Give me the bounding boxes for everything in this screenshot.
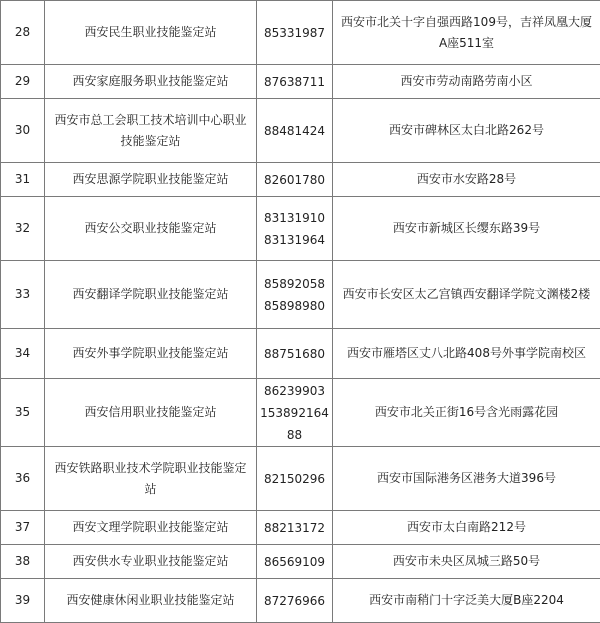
- station-address: 西安市未央区凤城三路50号: [333, 545, 600, 579]
- table-row: [1, 1, 600, 65]
- phone-number: 86569109: [257, 551, 332, 573]
- station-phone: [257, 197, 333, 261]
- station-phone: [257, 65, 333, 99]
- table-row: [1, 379, 600, 447]
- phone-number: 88751680: [257, 343, 332, 365]
- station-name: 西安思源学院职业技能鉴定站: [45, 163, 257, 197]
- station-address: 西安市北关正街16号含光雨露花园: [333, 379, 600, 447]
- row-number: 37: [1, 511, 45, 545]
- station-phone: [257, 261, 333, 329]
- station-phone: [257, 99, 333, 163]
- station-name: 西安铁路职业技术学院职业技能鉴定站: [45, 447, 257, 511]
- table-row: [1, 65, 600, 99]
- phone-number: 88481424: [257, 120, 332, 142]
- station-name: 西安外事学院职业技能鉴定站: [45, 329, 257, 379]
- station-phone: [257, 329, 333, 379]
- station-address: 西安市水安路28号: [333, 163, 600, 197]
- station-name: 西安民生职业技能鉴定站: [45, 1, 257, 65]
- phone-number: 15389216488: [257, 402, 332, 446]
- phone-number: 83131910: [257, 207, 332, 229]
- station-name: 西安文理学院职业技能鉴定站: [45, 511, 257, 545]
- phone-number: 82601780: [257, 169, 332, 191]
- row-number: 31: [1, 163, 45, 197]
- station-phone: [257, 163, 333, 197]
- station-address: 西安市南稍门十字泛美大厦B座2204: [333, 579, 600, 623]
- table-row: [1, 511, 600, 545]
- station-address: 西安市国际港务区港务大道396号: [333, 447, 600, 511]
- table-row: [1, 545, 600, 579]
- station-name: 西安公交职业技能鉴定站: [45, 197, 257, 261]
- phone-number: 83131964: [257, 229, 332, 251]
- station-name: 西安信用职业技能鉴定站: [45, 379, 257, 447]
- row-number: 36: [1, 447, 45, 511]
- station-address: 西安市北关十字自强西路109号，吉祥凤凰大厦A座511室: [333, 1, 600, 65]
- table-row: [1, 329, 600, 379]
- station-name: 西安健康休闲业职业技能鉴定站: [45, 579, 257, 623]
- station-address: 西安市劳动南路劳南小区: [333, 65, 600, 99]
- phone-number: 87276966: [257, 590, 332, 612]
- row-number: 30: [1, 99, 45, 163]
- row-number: 29: [1, 65, 45, 99]
- station-name: 西安翻译学院职业技能鉴定站: [45, 261, 257, 329]
- station-address: 西安市新城区长缨东路39号: [333, 197, 600, 261]
- table-row: [1, 579, 600, 623]
- station-name: 西安市总工会职工技术培训中心职业技能鉴定站: [45, 99, 257, 163]
- row-number: 33: [1, 261, 45, 329]
- row-number: 38: [1, 545, 45, 579]
- phone-number: 85898980: [257, 295, 332, 317]
- phone-number: 82150296: [257, 468, 332, 490]
- table-row: [1, 197, 600, 261]
- table-row: [1, 447, 600, 511]
- table-row: [1, 99, 600, 163]
- station-address: 西安市碑林区太白北路262号: [333, 99, 600, 163]
- station-phone: [257, 1, 333, 65]
- row-number: 34: [1, 329, 45, 379]
- station-address: 西安市太白南路212号: [333, 511, 600, 545]
- station-address: 西安市长安区太乙宫镇西安翻译学院文渊楼2楼: [333, 261, 600, 329]
- row-number: 39: [1, 579, 45, 623]
- station-address: 西安市雁塔区丈八北路408号外事学院南校区: [333, 329, 600, 379]
- station-phone: [257, 545, 333, 579]
- station-table-body: [1, 1, 600, 623]
- phone-number: 88213172: [257, 517, 332, 539]
- phone-number: 86239903: [257, 380, 332, 402]
- phone-number: 87638711: [257, 71, 332, 93]
- station-phone: [257, 511, 333, 545]
- row-number: 35: [1, 379, 45, 447]
- row-number: 28: [1, 1, 45, 65]
- station-phone: [257, 579, 333, 623]
- table-row: [1, 163, 600, 197]
- station-name: 西安供水专业职业技能鉴定站: [45, 545, 257, 579]
- phone-number: 85892058: [257, 273, 332, 295]
- station-phone: [257, 447, 333, 511]
- station-phone: [257, 379, 333, 447]
- phone-number: 85331987: [257, 22, 332, 44]
- station-name: 西安家庭服务职业技能鉴定站: [45, 65, 257, 99]
- row-number: 32: [1, 197, 45, 261]
- table-row: [1, 261, 600, 329]
